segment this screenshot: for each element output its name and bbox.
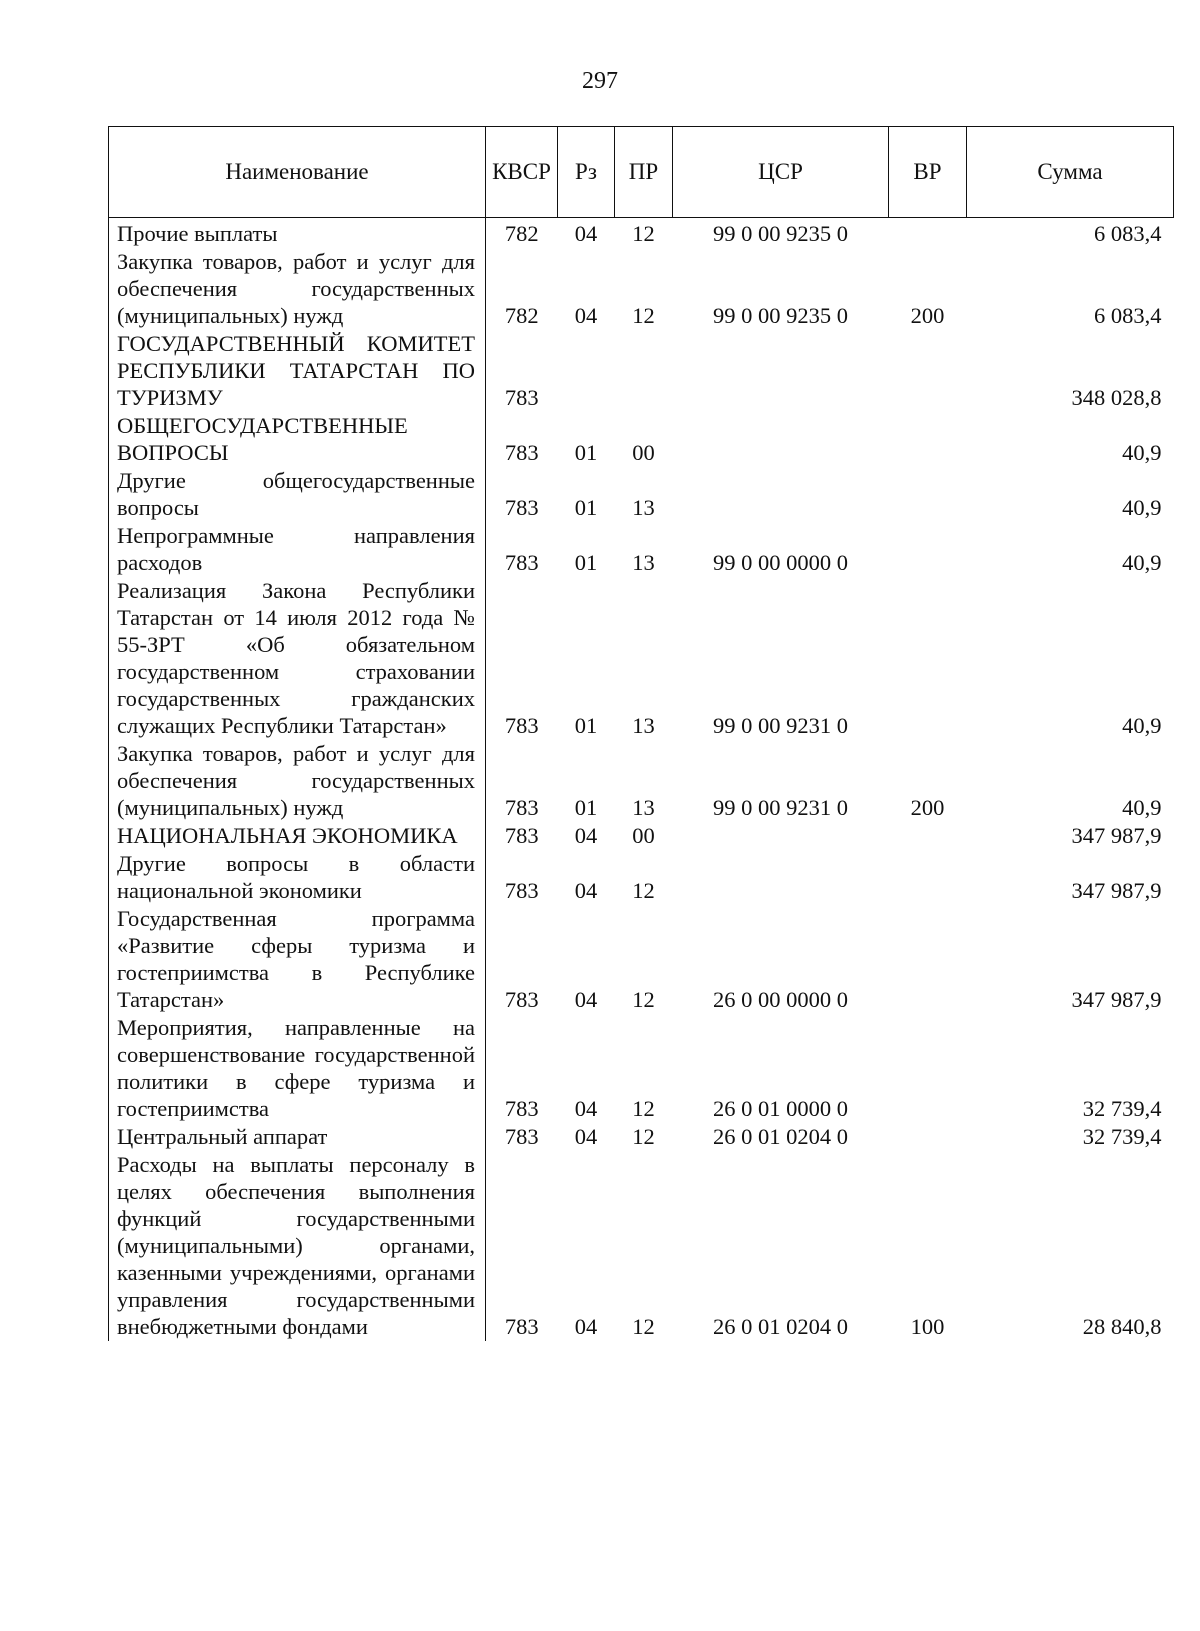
cell-name: ОБЩЕГОСУДАРСТВЕННЫЕ ВОПРОСЫ <box>109 412 486 467</box>
header-kvsr: КВСР <box>486 127 558 218</box>
table-row <box>109 1151 1174 1341</box>
table-row <box>109 850 1174 905</box>
table-row <box>109 330 1174 412</box>
cell-vr <box>889 218 967 249</box>
cell-name: Другие общегосударственные вопросы <box>109 467 486 522</box>
table-row <box>109 248 1174 330</box>
cell-csr: 26 0 00 0000 0 <box>713 987 848 1012</box>
cell-kvsr: 782 <box>486 218 558 249</box>
cell-vr <box>889 822 967 850</box>
cell-vr <box>889 1123 967 1151</box>
cell-name: Расходы на выплаты персоналу в целях обеспечения выполнения функций государственными (муниципальными) органами, казенными учреждениями, органами управления государственными внебюджетными фондами <box>109 1151 486 1341</box>
table-row <box>109 218 1174 249</box>
cell-sum: 40,9 <box>1122 550 1162 575</box>
cell-vr: 200 <box>910 795 945 820</box>
cell-kvsr: 783 <box>486 1014 558 1123</box>
table-row <box>109 577 1174 740</box>
cell-csr: 99 0 00 0000 0 <box>713 550 848 575</box>
cell-pr: 12 <box>632 1314 655 1339</box>
cell-rz: 04 <box>574 1314 598 1339</box>
cell-kvsr: 783 <box>486 577 558 740</box>
cell-kvsr: 783 <box>486 330 558 412</box>
cell-sum: 28 840,8 <box>1082 1314 1162 1339</box>
cell-pr: 13 <box>632 495 655 520</box>
cell-pr: 12 <box>632 303 655 328</box>
cell-csr: 26 0 01 0000 0 <box>713 1096 848 1121</box>
cell-kvsr: 783 <box>486 740 558 822</box>
header-row <box>109 127 1174 218</box>
cell-csr: 99 0 00 9235 0 <box>713 221 848 246</box>
cell-csr: 99 0 00 9231 0 <box>713 795 848 820</box>
cell-sum: 6 083,4 <box>1094 303 1162 328</box>
table-row <box>109 522 1174 577</box>
cell-pr: 12 <box>632 1096 655 1121</box>
cell-rz: 01 <box>574 440 598 465</box>
cell-csr: 26 0 01 0204 0 <box>713 1124 848 1149</box>
table-row <box>109 822 1174 850</box>
cell-pr: 00 <box>632 823 655 848</box>
cell-rz: 04 <box>574 303 598 328</box>
cell-vr <box>889 522 967 577</box>
cell-pr: 00 <box>632 440 655 465</box>
table-row <box>109 412 1174 467</box>
cell-csr <box>673 412 889 467</box>
cell-kvsr: 783 <box>486 1151 558 1341</box>
cell-csr <box>673 467 889 522</box>
header-sum: Сумма <box>967 127 1174 218</box>
cell-name: Центральный аппарат <box>109 1123 486 1151</box>
cell-name: Мероприятия, направленные на совершенствование государственной политики в сфере туризма и гостеприимства <box>109 1014 486 1123</box>
table-row <box>109 1123 1174 1151</box>
cell-sum: 347 987,9 <box>1071 878 1162 903</box>
cell-name: ГОСУДАРСТВЕННЫЙ КОМИТЕТ РЕСПУБЛИКИ ТАТАРСТАН ПО ТУРИЗМУ <box>109 330 486 412</box>
table-body <box>109 218 1174 1342</box>
cell-rz: 01 <box>574 713 598 738</box>
cell-pr: 13 <box>632 550 655 575</box>
cell-vr <box>889 850 967 905</box>
cell-pr: 12 <box>632 987 655 1012</box>
cell-csr <box>673 330 889 412</box>
table-row <box>109 467 1174 522</box>
cell-rz: 04 <box>574 987 598 1012</box>
cell-rz: 01 <box>574 550 598 575</box>
cell-pr: 12 <box>632 1124 655 1149</box>
cell-kvsr: 783 <box>486 850 558 905</box>
cell-name: Реализация Закона Республики Татарстан от 14 июля 2012 года № 55-ЗРТ «Об обязательном государственном страховании государственных гражданских служащих Республики Татарстан» <box>109 577 486 740</box>
cell-pr: 13 <box>632 795 655 820</box>
cell-vr <box>889 905 967 1014</box>
cell-sum: 40,9 <box>1122 495 1162 520</box>
table-row <box>109 905 1174 1014</box>
cell-vr <box>889 1014 967 1123</box>
cell-sum: 40,9 <box>1122 795 1162 820</box>
cell-csr: 26 0 01 0204 0 <box>713 1314 848 1339</box>
cell-vr: 200 <box>910 303 945 328</box>
cell-name: Прочие выплаты <box>109 218 486 249</box>
cell-csr: 99 0 00 9231 0 <box>713 713 848 738</box>
budget-table-container <box>108 126 1173 1341</box>
cell-name: НАЦИОНАЛЬНАЯ ЭКОНОМИКА <box>109 822 486 850</box>
cell-vr <box>889 577 967 740</box>
cell-vr <box>889 412 967 467</box>
cell-csr <box>673 850 889 905</box>
cell-sum: 6 083,4 <box>1094 221 1162 246</box>
cell-name: Государственная программа «Развитие сферы туризма и гостеприимства в Республике Татарстан» <box>109 905 486 1014</box>
table-header <box>109 127 1174 218</box>
cell-pr <box>615 330 673 412</box>
cell-rz <box>558 330 615 412</box>
cell-csr <box>673 822 889 850</box>
cell-name: Закупка товаров, работ и услуг для обеспечения государственных (муниципальных) нужд <box>109 248 486 330</box>
table-row <box>109 740 1174 822</box>
cell-pr: 13 <box>632 713 655 738</box>
cell-sum: 347 987,9 <box>1071 823 1162 848</box>
cell-name: Закупка товаров, работ и услуг для обеспечения государственных (муниципальных) нужд <box>109 740 486 822</box>
cell-rz: 04 <box>574 878 598 903</box>
cell-name: Другие вопросы в области национальной экономики <box>109 850 486 905</box>
cell-kvsr: 783 <box>486 467 558 522</box>
cell-sum: 40,9 <box>1122 713 1162 738</box>
budget-table <box>108 126 1174 1341</box>
header-name: Наименование <box>109 127 486 218</box>
cell-rz: 04 <box>574 823 598 848</box>
header-vr: ВР <box>889 127 967 218</box>
cell-rz: 04 <box>574 1124 598 1149</box>
cell-vr <box>889 330 967 412</box>
page-number: 297 <box>582 68 618 94</box>
cell-vr: 100 <box>910 1314 945 1339</box>
cell-vr <box>889 467 967 522</box>
header-rz: Рз <box>558 127 615 218</box>
cell-rz: 04 <box>574 221 598 246</box>
header-pr: ПР <box>615 127 673 218</box>
cell-rz: 01 <box>574 495 598 520</box>
cell-pr: 12 <box>632 221 655 246</box>
cell-sum: 40,9 <box>1122 440 1162 465</box>
cell-rz: 04 <box>574 1096 598 1121</box>
cell-sum: 348 028,8 <box>1071 385 1162 410</box>
cell-pr: 12 <box>632 878 655 903</box>
cell-sum: 32 739,4 <box>1082 1124 1162 1149</box>
table-row <box>109 1014 1174 1123</box>
cell-name: Непрограммные направления расходов <box>109 522 486 577</box>
cell-kvsr: 783 <box>486 522 558 577</box>
cell-kvsr: 783 <box>486 822 558 850</box>
cell-sum: 347 987,9 <box>1071 987 1162 1012</box>
cell-csr: 99 0 00 9235 0 <box>713 303 848 328</box>
cell-kvsr: 783 <box>486 905 558 1014</box>
cell-kvsr: 783 <box>486 1123 558 1151</box>
header-csr: ЦСР <box>673 127 889 218</box>
cell-sum: 32 739,4 <box>1082 1096 1162 1121</box>
cell-kvsr: 783 <box>486 412 558 467</box>
cell-rz: 01 <box>574 795 598 820</box>
cell-kvsr: 782 <box>486 248 558 330</box>
